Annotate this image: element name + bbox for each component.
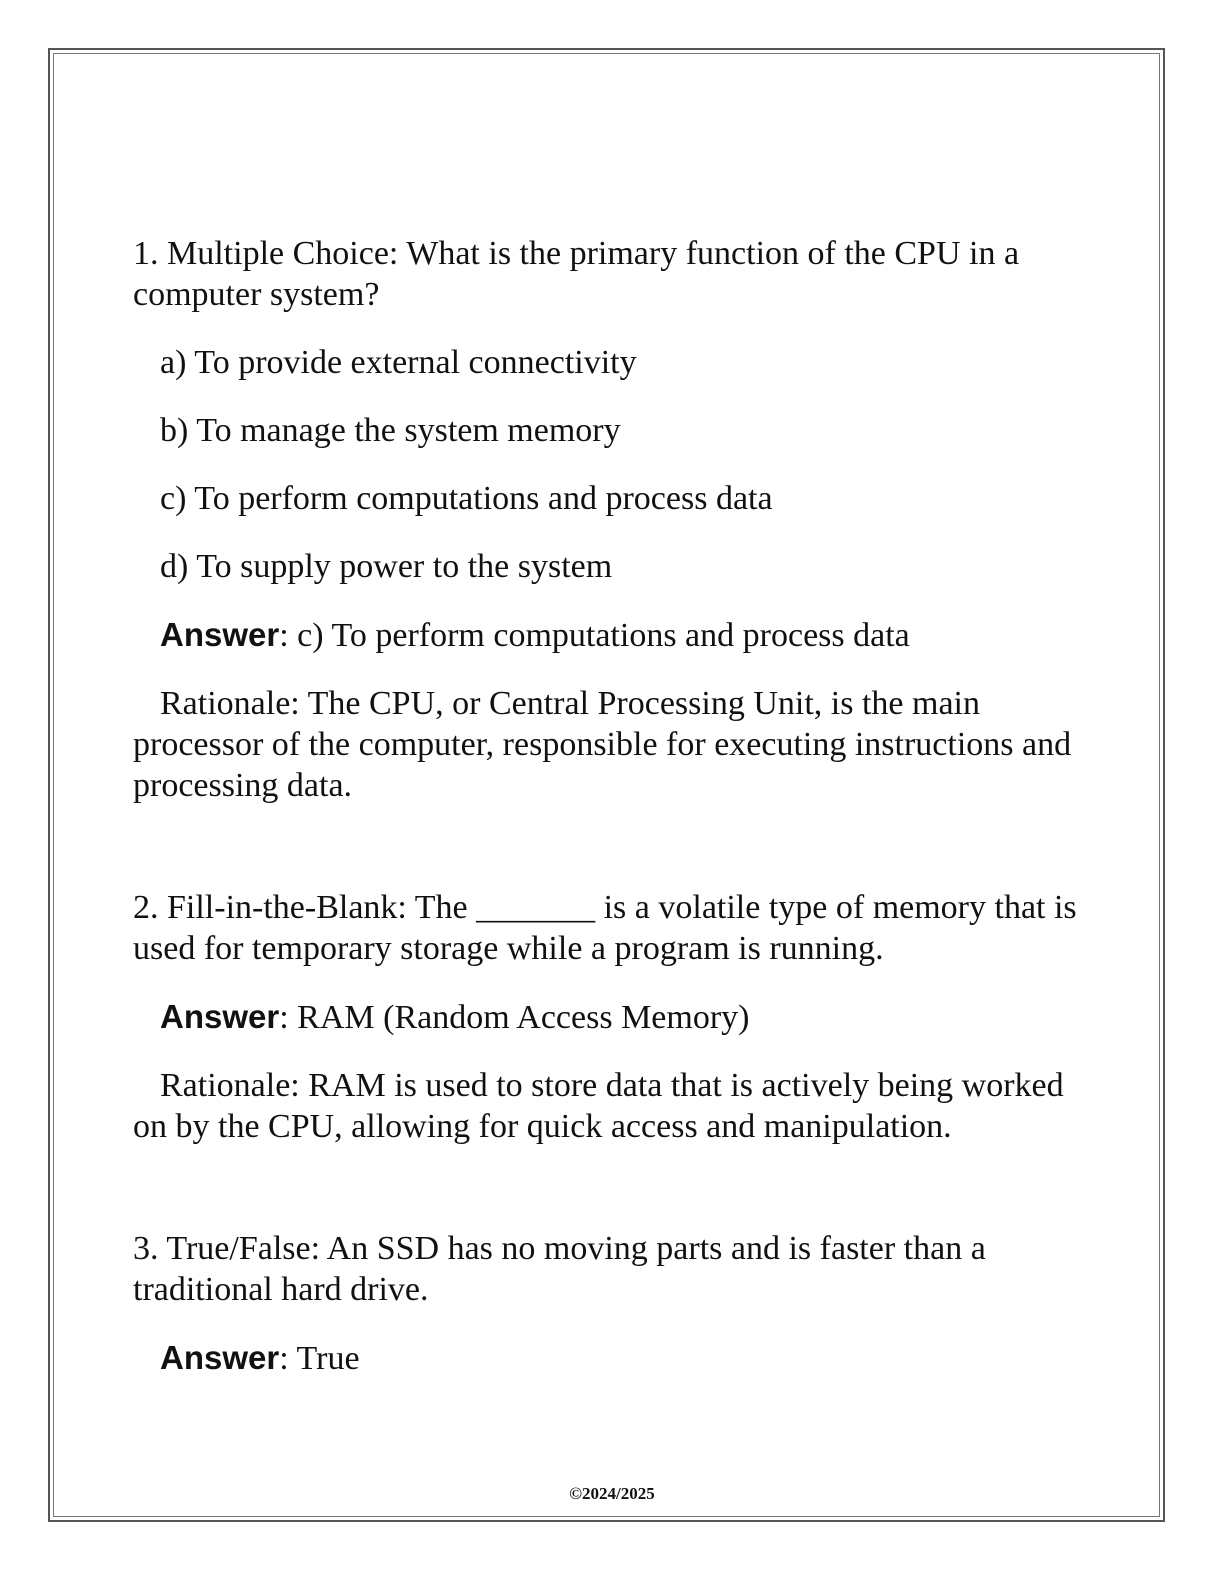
question-1-option-b: b) To manage the system memory [160,412,621,449]
question-2-prompt: 2. Fill-in-the-Blank: The _______ is a volatile type of memory that is used for temporary storage while a program is running. [133,889,1077,967]
answer-label: Answer [160,616,280,653]
question-2 [133,887,1093,1147]
answer-label: Answer [160,1339,280,1376]
question-1-rationale: Rationale: The CPU, or Central Processing Unit, is the main processor of the computer, responsible for executing instructions and processing data. [133,685,1072,804]
answer-text: : True [279,1340,360,1377]
question-1-option-c: c) To perform computations and process data [160,480,773,517]
question-1-answer [133,614,1093,656]
question-2-rationale: Rationale: RAM is used to store data that is actively being worked on by the CPU, allowing for quick access and manipulation. [133,1067,1064,1145]
question-1-option-a: a) To provide external connectivity [160,344,637,381]
question-1-option-d: d) To supply power to the system [160,548,613,585]
document-body [133,233,1093,1379]
answer-label: Answer [160,998,280,1035]
answer-text: : c) To perform computations and process data [279,617,910,654]
copyright-footer: ©2024/2025 [569,1484,655,1503]
question-1-prompt: 1. Multiple Choice: What is the primary function of the CPU in a computer system? [133,235,1020,313]
question-2-answer [133,996,1093,1038]
answer-text: : RAM (Random Access Memory) [279,999,750,1036]
question-3 [133,1228,1093,1379]
question-1 [133,233,1093,806]
question-3-answer [133,1337,1093,1379]
question-3-prompt: 3. True/False: An SSD has no moving parts and is faster than a traditional hard drive. [133,1230,986,1308]
